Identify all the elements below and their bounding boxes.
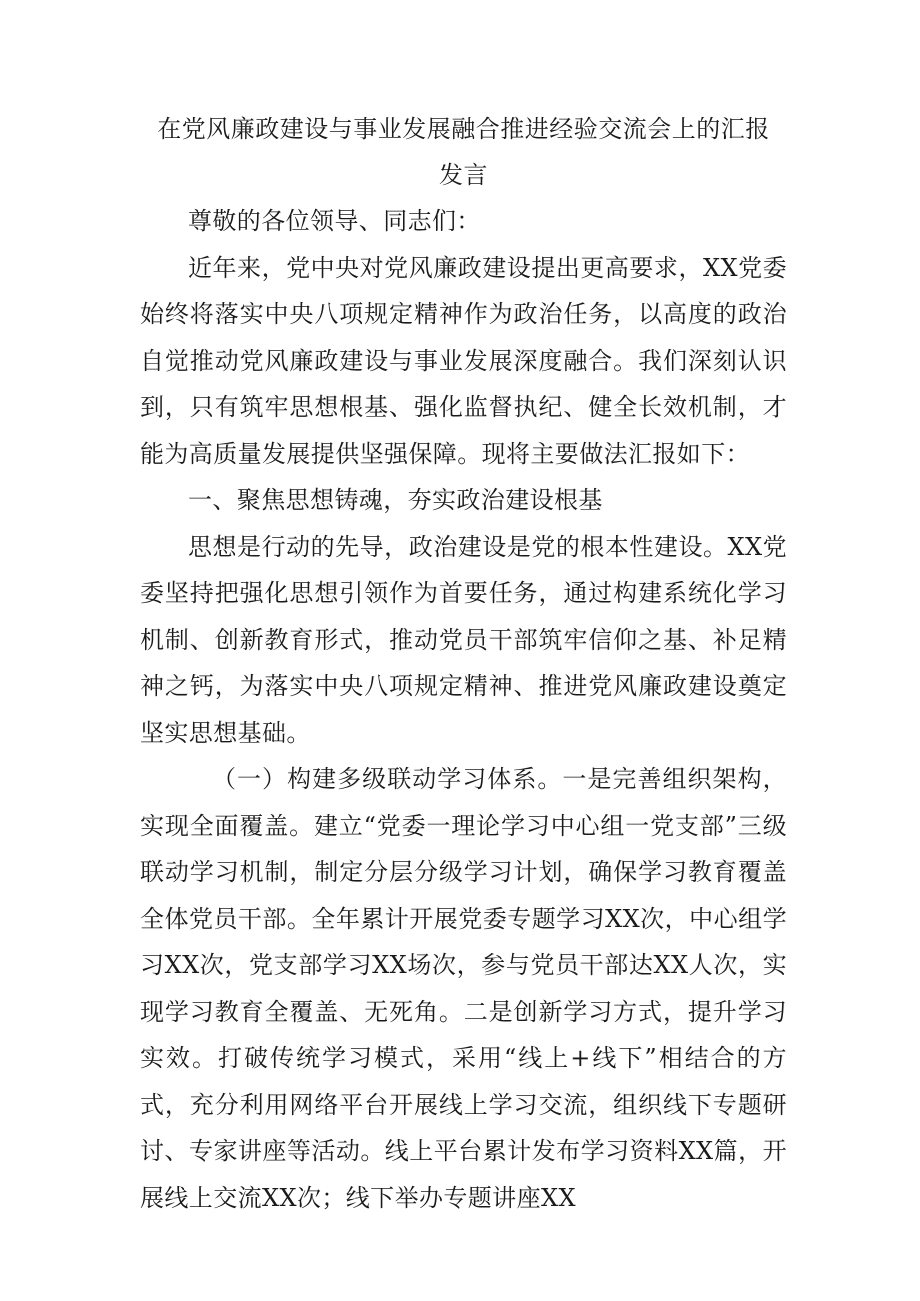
title-line-2: 发言 [439,161,488,189]
document-title [140,106,787,198]
paragraph-subsection-1: （一）构建多级联动学习体系。一是完善组织架构，实现全面覆盖。建立“党委一理论学习中心组一党支部”三级联动学习机制，制定分层分级学习计划，确保学习教育覆盖全体党员干部。全年累计开展党委专题学习XX次，中心组学习XX次，党支部学习XX场次，参与党员干部达XX人次，实现学习教育全覆盖、无死角。二是创新学习方式，提升学习实效。打破传统学习模式，采用“线上+线下”相结合的方式，充分利用网络平台开展线上学习交流，组织线下专题研讨、专家讲座等活动。线上平台累计发布学习资料XX篇，开展线上交流XX次；线下举办专题讲座XX [140,765,787,1212]
document-page [140,106,787,1221]
paragraph-section-1: 思想是行动的先导，政治建设是党的根本性建设。XX党委坚持把强化思想引领作为首要任务，通过构建系统化学习机制、创新教育形式，推动党员干部筑牢信仰之基、补足精神之钙，为落实中央八项规定精神、推进党风廉政建设奠定坚实思想基础。 [140,532,787,747]
section-heading-1: 一、聚焦思想铸魂，夯实政治建设根基 [188,486,603,514]
paragraph-intro: 近年来，党中央对党风廉政建设提出更高要求，XX党委始终将落实中央八项规定精神作为政治任务，以高度的政治自觉推动党风廉政建设与事业发展深度融合。我们深刻认识到，只有筑牢思想根基、强化监督执纪、健全长效机制，才能为高质量发展提供坚强保障。现将主要做法汇报如下： [140,253,787,468]
title-line-1: 在党风廉政建设与事业发展融合推进经验交流会上的汇报 [157,115,770,143]
greeting: 尊敬的各位领导、同志们： [188,207,481,235]
